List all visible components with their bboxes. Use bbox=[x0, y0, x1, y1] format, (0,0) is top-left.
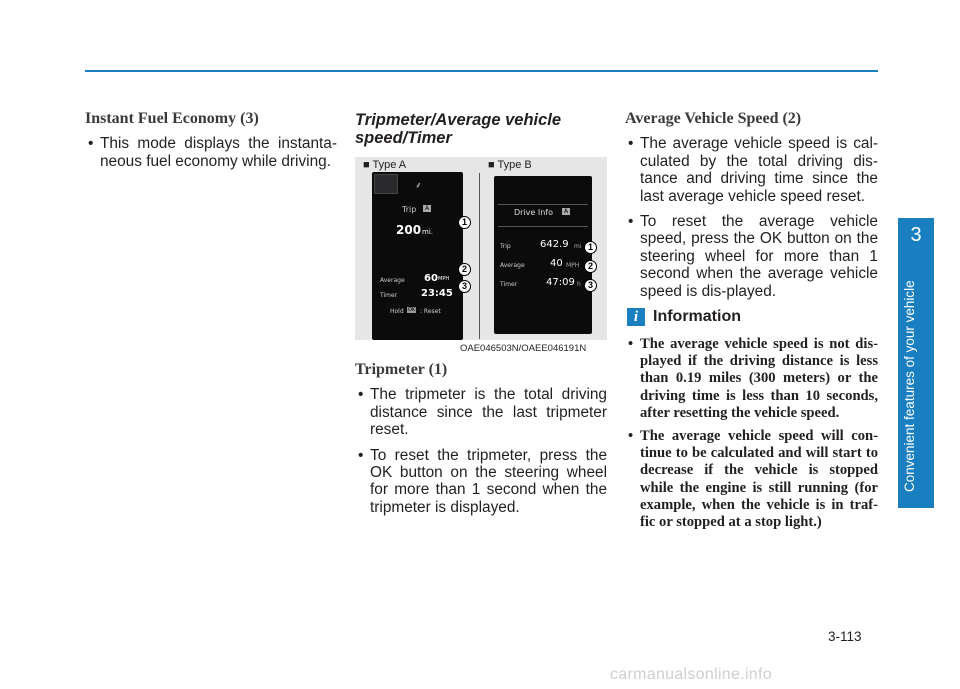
section-heading: Average Vehicle Speed (2) bbox=[625, 110, 802, 127]
figure-divider bbox=[479, 173, 480, 339]
type-b-label: ■ Type B bbox=[488, 159, 532, 171]
average-value: 60 bbox=[424, 273, 438, 284]
trip-label: Trip bbox=[402, 205, 417, 214]
marker-2-b: 2 bbox=[584, 260, 597, 273]
bullet-item: • The tripmeter is the total driving distance since the last tripmeter reset. bbox=[355, 386, 607, 438]
average-unit: MPH bbox=[566, 262, 580, 269]
cluster-figure bbox=[355, 157, 607, 340]
chapter-number: 3 bbox=[910, 224, 922, 246]
leaf-icon: ⸙ bbox=[415, 181, 422, 191]
reset-label: : Reset bbox=[420, 308, 441, 315]
bullet-item: • The average vehicle speed is cal-culated by the total driving dis-tance and driving time since the last average vehicle speed reset. bbox=[625, 135, 878, 205]
information-title bbox=[627, 308, 878, 326]
header-rule bbox=[85, 70, 878, 72]
timer-unit: h bbox=[577, 281, 581, 288]
drive-info-a-icon: A bbox=[564, 208, 569, 215]
bullet-item: • This mode displays the instanta-neous fuel economy while driving. bbox=[85, 135, 337, 170]
marker-1-a: 1 bbox=[458, 216, 471, 229]
column-average-speed bbox=[625, 110, 878, 537]
hold-label: Hold bbox=[390, 308, 404, 315]
drive-info-title: Drive Info bbox=[514, 208, 554, 217]
ok-icon: OK bbox=[408, 307, 416, 313]
figure-code: OAE046503N/OAEE046191N bbox=[460, 343, 587, 354]
trip-label: Trip bbox=[500, 243, 511, 250]
average-label: Average bbox=[380, 277, 405, 284]
info-bullet-item: • The average vehicle speed is not dis-played if the driving distance is less than 0.19 miles (300 meters) or the driving time is less than 10 seconds, after resetting the vehicle speed. bbox=[625, 336, 878, 422]
chapter-title: Convenient features of your vehicle bbox=[902, 280, 917, 492]
information-label: Information bbox=[653, 308, 741, 326]
section-subheading: Tripmeter (1) bbox=[355, 361, 448, 378]
trip-distance: 200 bbox=[396, 223, 422, 237]
marker-2-a: 2 bbox=[458, 263, 471, 276]
info-bullet-item: • The average vehicle speed will con-tinue to be calculated and will start to decrease if the vehicle is stopped while the engine is still running (for example, when the vehicle is in traf-fic or stopped at a stop light.) bbox=[625, 428, 878, 531]
title-rule-bottom bbox=[498, 226, 588, 227]
trip-value: 642.9 bbox=[540, 239, 569, 250]
watermark: carmanualsonline.info bbox=[610, 666, 772, 683]
marker-3-a: 3 bbox=[458, 280, 471, 293]
bullet-item: • To reset the tripmeter, press the OK button on the steering wheel for more than 1 second when the tripmeter is displayed. bbox=[355, 447, 607, 517]
trip-unit: mi bbox=[574, 243, 582, 250]
eco-icon bbox=[374, 174, 398, 194]
average-value: 40 bbox=[550, 258, 563, 269]
bullet-item: • To reset the average vehicle speed, press the OK button on the steering wheel for more than 1 second when the average vehicle speed is dis-played. bbox=[625, 213, 878, 300]
average-label: Average bbox=[500, 262, 525, 269]
section-heading: Instant Fuel Economy (3) bbox=[85, 110, 259, 127]
page-number: 3-113 bbox=[828, 629, 862, 644]
column-instant-fuel bbox=[85, 110, 337, 178]
column-tripmeter-text bbox=[355, 361, 607, 524]
marker-3-b: 3 bbox=[584, 279, 597, 292]
timer-label: Timer bbox=[380, 292, 398, 299]
info-icon: i bbox=[627, 308, 645, 326]
title-rule bbox=[498, 204, 588, 205]
type-a-label: ■ Type A bbox=[363, 159, 407, 171]
column-tripmeter bbox=[355, 111, 607, 147]
section-heading: Tripmeter/Average vehicle speed/Timer bbox=[355, 111, 562, 147]
cluster-screen-type-b bbox=[494, 176, 592, 334]
timer-label: Timer bbox=[500, 281, 518, 288]
trip-a-icon: A bbox=[425, 205, 430, 212]
timer-value: 23:45 bbox=[421, 288, 453, 299]
cluster-screen-type-a bbox=[372, 172, 463, 340]
trip-distance-unit: mi. bbox=[422, 228, 433, 236]
average-unit: MPH bbox=[438, 276, 450, 282]
timer-value: 47:09 bbox=[546, 277, 575, 288]
marker-1-b: 1 bbox=[584, 241, 597, 254]
